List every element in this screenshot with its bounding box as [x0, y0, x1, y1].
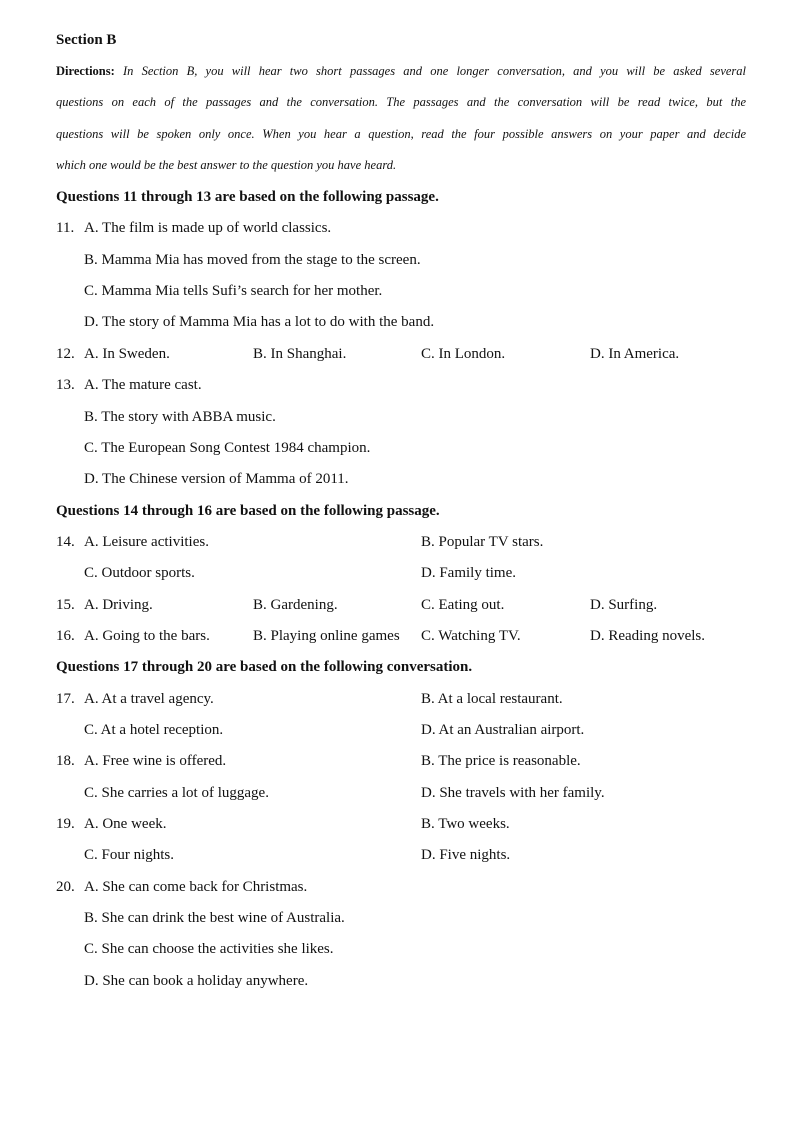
q12-option-a: A. In Sweden.	[84, 346, 170, 362]
directions-line-3: questions will be spoken only once. When you hear a question, read the four possible answers on your paper and decide	[56, 126, 746, 141]
directions-line-4: which one would be the best answer to the question you have heard.	[56, 157, 397, 172]
q13-option-c: C. The European Song Contest 1984 champion.	[84, 440, 371, 456]
q17-option-d: D. At an Australian airport.	[421, 722, 585, 738]
q16-option-d: D. Reading novels.	[590, 628, 705, 644]
q20-option-a: A. She can come back for Christmas.	[84, 879, 308, 895]
question-number-19: 19.	[56, 816, 75, 832]
q16-option-b: B. Playing online games	[253, 628, 400, 644]
q11-option-b: B. Mamma Mia has moved from the stage to the screen.	[84, 252, 421, 268]
question-number-17: 17.	[56, 691, 75, 707]
q20-option-b: B. She can drink the best wine of Australia.	[84, 910, 345, 926]
q11-option-a: A. The film is made up of world classics.	[84, 220, 332, 236]
q12-option-b: B. In Shanghai.	[253, 346, 347, 362]
q18-option-d: D. She travels with her family.	[421, 785, 605, 801]
group-heading-14-16: Questions 14 through 16 are based on the following passage.	[56, 503, 440, 519]
q15-option-a: A. Driving.	[84, 597, 153, 613]
directions-block	[56, 56, 746, 181]
directions-label: Directions:	[56, 64, 115, 78]
group-heading-17-20: Questions 17 through 20 are based on the following conversation.	[56, 659, 473, 675]
q14-option-a: A. Leisure activities.	[84, 534, 209, 550]
q15-option-c: C. Eating out.	[421, 597, 505, 613]
question-number-13: 13.	[56, 377, 75, 393]
q16-option-c: C. Watching TV.	[421, 628, 521, 644]
question-number-14: 14.	[56, 534, 75, 550]
q17-option-a: A. At a travel agency.	[84, 691, 214, 707]
question-number-18: 18.	[56, 753, 75, 769]
q11-option-d: D. The story of Mamma Mia has a lot to do with the band.	[84, 314, 435, 330]
q18-option-b: B. The price is reasonable.	[421, 753, 581, 769]
question-number-20: 20.	[56, 879, 75, 895]
question-number-15: 15.	[56, 597, 75, 613]
directions-line-2: questions on each of the passages and the conversation. The passages and the conversation will be read twice, but the	[56, 95, 746, 110]
q18-option-a: A. Free wine is offered.	[84, 753, 227, 769]
q14-option-b: B. Popular TV stars.	[421, 534, 544, 550]
q12-option-c: C. In London.	[421, 346, 506, 362]
directions-line-1: In Section B, you will hear two short passages and one longer conversation, and you will be asked several	[123, 64, 747, 78]
q17-option-c: C. At a hotel reception.	[84, 722, 224, 738]
q14-option-d: D. Family time.	[421, 565, 516, 581]
question-number-12: 12.	[56, 346, 75, 362]
q11-option-c: C. Mamma Mia tells Sufi’s search for her mother.	[84, 283, 383, 299]
group-heading-11-13: Questions 11 through 13 are based on the following passage.	[56, 189, 439, 205]
section-title: Section B	[56, 32, 117, 48]
q18-option-c: C. She carries a lot of luggage.	[84, 785, 269, 801]
q19-option-a: A. One week.	[84, 816, 167, 832]
q20-option-d: D. She can book a holiday anywhere.	[84, 973, 309, 989]
q15-option-b: B. Gardening.	[253, 597, 338, 613]
question-number-11: 11.	[56, 220, 75, 236]
q17-option-b: B. At a local restaurant.	[421, 691, 563, 707]
q19-option-d: D. Five nights.	[421, 847, 511, 863]
q19-option-c: C. Four nights.	[84, 847, 175, 863]
q15-option-d: D. Surfing.	[590, 597, 658, 613]
q16-option-a: A. Going to the bars.	[84, 628, 210, 644]
q13-option-d: D. The Chinese version of Mamma of 2011.	[84, 471, 349, 487]
q12-option-d: D. In America.	[590, 346, 680, 362]
q13-option-b: B. The story with ABBA music.	[84, 409, 276, 425]
q19-option-b: B. Two weeks.	[421, 816, 510, 832]
question-number-16: 16.	[56, 628, 75, 644]
q14-option-c: C. Outdoor sports.	[84, 565, 195, 581]
q13-option-a: A. The mature cast.	[84, 377, 202, 393]
q20-option-c: C. She can choose the activities she likes.	[84, 941, 334, 957]
